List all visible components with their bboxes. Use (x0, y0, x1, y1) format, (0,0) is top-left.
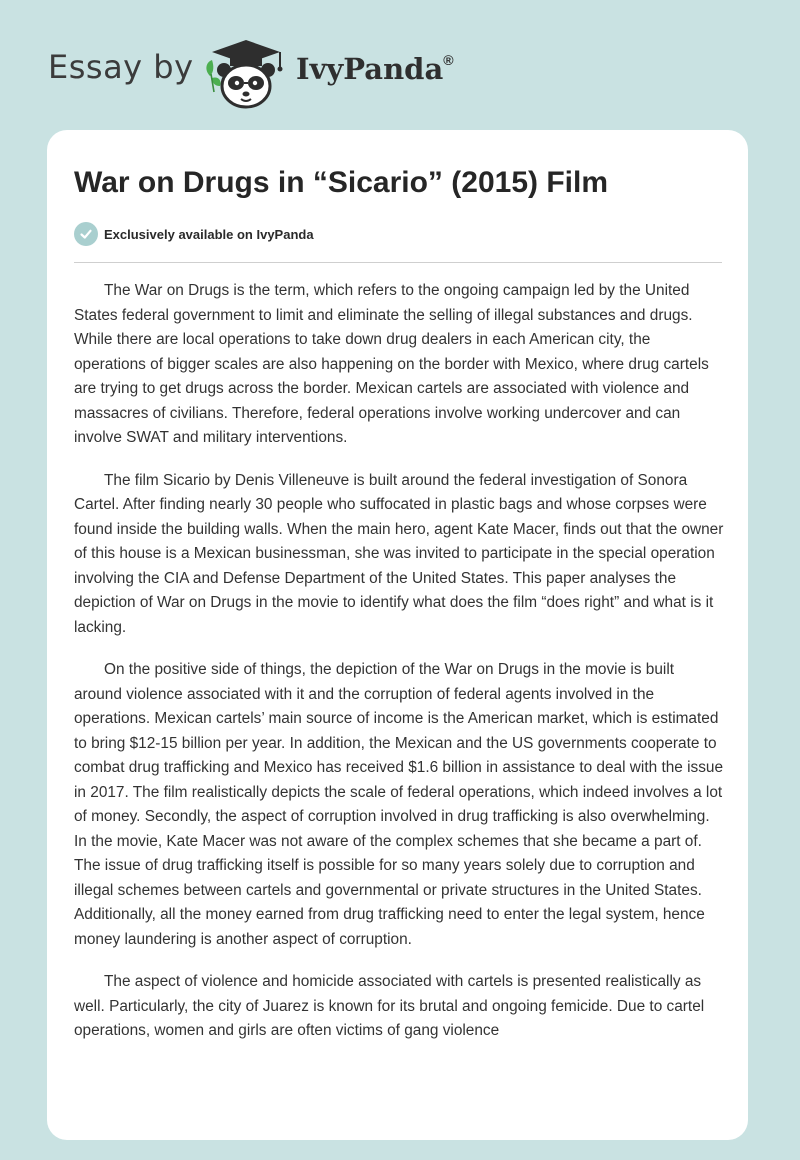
essay-by-label: Essay by (48, 48, 194, 86)
article-title: War on Drugs in “Sicario” (2015) Film (74, 166, 608, 199)
exclusive-badge (74, 222, 314, 246)
article-paragraph: The War on Drugs is the term, which refers to the ongoing campaign led by the United States federal government to limit and eliminate the selling of illegal substances and drugs. While there are local operations to take down drug dealers in each American city, the operations of bigger scales are also happening on the border with Mexico, where drug cartels are trying to get drugs across the border. Mexican cartels are associated with violence and massacres of civilians. Therefore, federal operations involve working undercover and can involve SWAT and military interventions. (74, 282, 709, 446)
article-card (47, 130, 748, 1140)
article-paragraph: On the positive side of things, the depiction of the War on Drugs in the movie is built around violence associated with it and the corruption of federal agents involved in the operations. Mexican cartels’ main source of income is the American market, which is estimated to bring $12-15 billion per year. In addition, the Mexican and the US governments cooperate to combat drug trafficking and Mexico has received $1.6 billion in assistance to deal with the issue in 2017. The film realistically depicts the scale of federal operations, which indeed involves a lot of money. Secondly, the aspect of corruption involved in drug trafficking is also overwhelming. In the movie, Kate Macer was not aware of the complex schemes that she became a part of. The issue of drug trafficking itself is possible for so many years solely due to corruption and illegal schemes between cartels and governmental or private structures in the United States. Additionally, all the money earned from drug trafficking need to enter the legal system, hence money laundering is another aspect of corruption. (74, 661, 724, 948)
article-paragraph: The film Sicario by Denis Villeneuve is built around the federal investigation of Sonora Cartel. After finding nearly 30 people who suffocated in plastic bags and whose corpses were found inside the building walls. When the main hero, agent Kate Macer, finds out that the owner of this house is a Mexican businessman, she was invited to participate in the special operation involving the CIA and Defense Department of the United States. This paper analyses the depiction of War on Drugs in the movie to identify what does the film “does right” and what is it lacking. (74, 471, 724, 636)
checkmark-circle-icon (74, 222, 98, 246)
site-header (0, 0, 800, 120)
brand-name[interactable]: IvyPanda® (296, 52, 454, 86)
exclusive-badge-label: Exclusively available on IvyPanda (104, 226, 314, 242)
leaf-icon (206, 60, 220, 92)
registered-mark: ® (443, 52, 454, 68)
article-body (74, 279, 726, 1062)
panda-graduate-logo-icon[interactable] (200, 36, 292, 110)
title-divider (74, 262, 722, 263)
article-paragraph: The aspect of violence and homicide associated with cartels is presented realistically as well. Particularly, the city of Juarez is known for its brutal and ongoing femicide. Due to cartel operations, women and girls are often victims of gang violence (74, 973, 705, 1039)
